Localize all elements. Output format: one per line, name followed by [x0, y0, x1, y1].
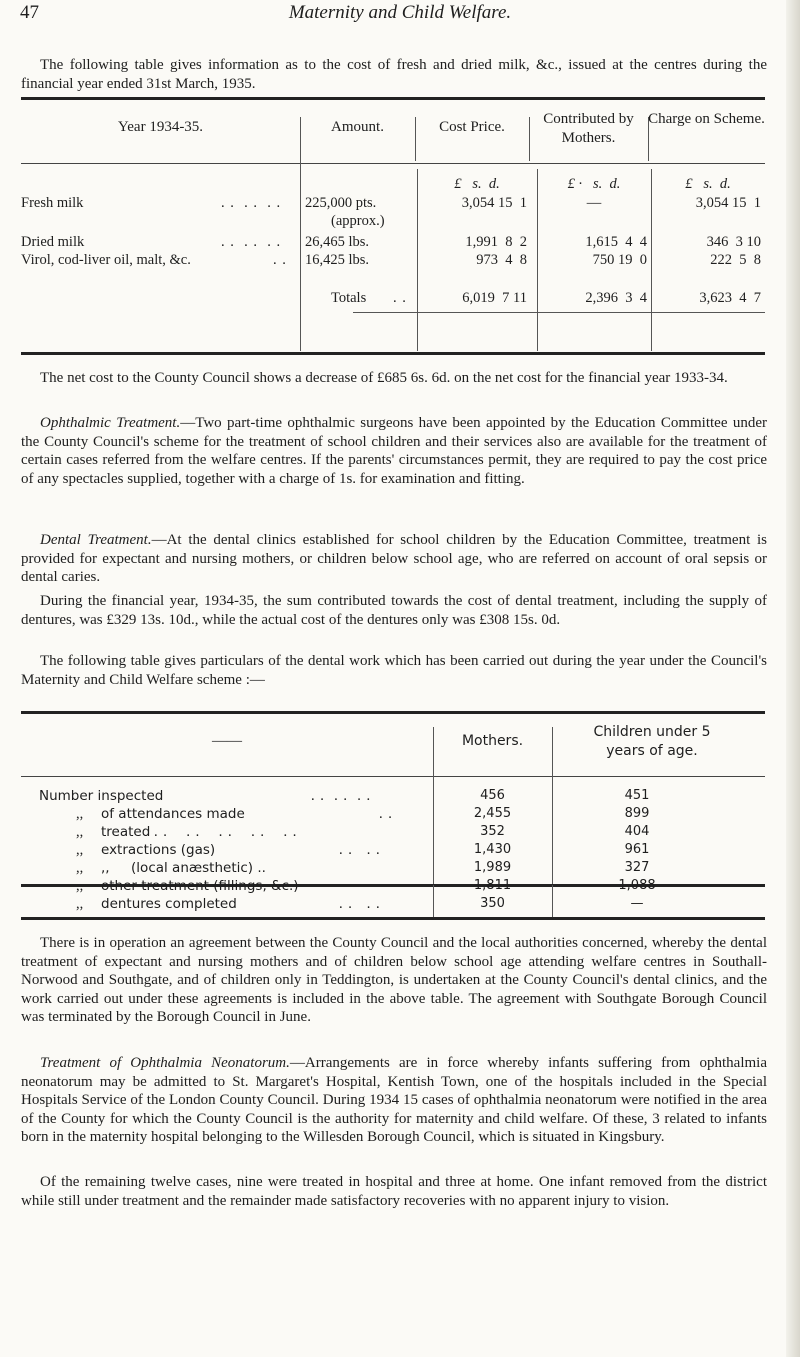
row-mothers: 350 [480, 896, 505, 911]
table-rule [21, 97, 765, 100]
ophthalmic-heading: Ophthalmic Treatment. [40, 415, 181, 431]
row-cost: 1,991 8 2 [465, 234, 527, 250]
row-mothers: 2,455 [473, 806, 512, 821]
ditto-mark: ,, [76, 878, 84, 894]
row-charge: 222 5 8 [710, 252, 761, 268]
row-label: dentures completed [101, 896, 237, 912]
dental-table-extra-rows [21, 711, 765, 911]
leader-dots: . . [393, 290, 407, 306]
dental-cost-paragraph: During the financial year, 1934-35, the sum contributed towards the cost of dental treatment, including the supply of dentures, was £329 13s. 10d., while the actual cost of the dentures only was £308 15s. 0d. [21, 593, 767, 628]
ditto-mark: ,, [76, 824, 84, 840]
row-contributed: 1,615 4 4 [585, 234, 647, 250]
row-contributed: — [586, 195, 602, 211]
column-divider [433, 885, 434, 917]
row-children: 451 [624, 788, 650, 803]
dental-paragraph [21, 531, 767, 587]
header-amount: Amount. [331, 119, 384, 135]
row-item-label: Fresh milk [21, 195, 84, 211]
row-mothers: 352 [480, 824, 505, 839]
row-charge: 346 3 10 [706, 234, 761, 250]
row-cost: 973 4 8 [476, 252, 527, 268]
totals-rule [353, 312, 765, 313]
agreement-paragraph: There is in operation an agreement between the County Council and the local authorities concerned, whereby the dental treatment of expectant and nursing mothers and of children below school age attending welfare centres in Southall-Norwood and Southgate, and of children only in Teddington, is undertaken at the County Council's dental clinics, and the work carried out under these agreements is included in the above table. The agreement with Southgate Borough Council was terminated by the Borough Council in June. [21, 935, 767, 1025]
leader-dots: . . [273, 252, 287, 268]
row-mothers: 1,989 [473, 860, 512, 875]
header-charge: Charge on Scheme. [648, 111, 765, 127]
header-contributed: Contributed by Mothers. [543, 111, 634, 146]
row-label: ,, (local anæsthetic) .. [101, 860, 266, 876]
remaining-cases-paragraph: Of the remaining twelve cases, nine were treated in hospital and three at home. One infant removed from the district while still under treatment and the remainder made satisfactory recoveries with no apparent injury to vision. [21, 1174, 767, 1209]
row-charge: 3,054 15 1 [695, 195, 761, 211]
totals-cost: 6,019 7 11 [462, 290, 527, 306]
leader-dots: . . . . [339, 842, 381, 858]
neonatorum-heading: Treatment of Ophthalmia Neonatorum. [40, 1055, 290, 1071]
dental-heading: Dental Treatment. [40, 532, 152, 548]
column-divider [552, 885, 553, 917]
row-children: 899 [624, 806, 650, 821]
table-rule [21, 163, 765, 164]
header-children: Children under 5 years of age. [593, 724, 711, 759]
row-amount-note: (approx.) [331, 213, 385, 229]
ophthalmic-body: —Two part-time ophthalmic surgeons have been appointed by the Education Committee under the County Council's scheme for the treatment of school children and their services also are available for the treatment of certain cases referred from the welfare centres. If the parents' circumstances permit, they are required to pay the cost price of any spectacles supplied, together with a charge of 1s. for examination and fitting. [21, 415, 767, 487]
totals-contributed: 2,396 3 4 [585, 290, 647, 306]
row-cost: 3,054 15 1 [461, 195, 527, 211]
header-year: Year 1934-35. [117, 119, 204, 135]
neonatorum-paragraph [21, 1054, 767, 1147]
table-rule [21, 352, 765, 355]
intro-milk-paragraph: The following table gives information as to the cost of fresh and dried milk, &c., issued at the centres during the financial year ended 31st March, 1935. [21, 57, 767, 92]
row-item-label: Dried milk [21, 234, 85, 250]
header-blank-dash: —— [212, 733, 242, 749]
net-cost-paragraph: The net cost to the County Council shows a decrease of £685 6s. 6d. on the net cost for the financial year 1933-34. [40, 370, 728, 386]
ditto-mark: ,, [76, 806, 84, 822]
ditto-mark: ,, [76, 842, 84, 858]
leader-dots: . . . . [339, 896, 381, 912]
currency-units-contributed: £ · s. d. [567, 176, 621, 192]
milk-cost-table [21, 97, 765, 353]
neonatorum-body: —Arrangements are in force whereby infants suffering from ophthalmia neonatorum may be admitted to St. Margaret's Hospital, Kentish Town, one of the hospitals included in the Special Hospitals Service of the London County Council. During 1934 15 cases of ophthalmia neonatorum were notified in the area of the County for which the County Council is the authority for maternity and child welfare. Of these, 3 related to infants born in the maternity hospital belonging to the Willesden Borough Council, which is situated in Kingsbury. [21, 1055, 767, 1145]
row-children: — [630, 896, 644, 911]
row-mothers: 456 [480, 788, 505, 803]
row-label: extractions (gas) [101, 842, 216, 858]
header-mothers: Mothers. [461, 733, 524, 749]
column-divider [300, 117, 301, 351]
row-mothers: 1,430 [473, 842, 512, 857]
row-label: Number inspected [39, 788, 164, 804]
totals-charge: 3,623 4 7 [699, 290, 761, 306]
row-amount: 16,425 lbs. [305, 252, 370, 268]
ditto-mark: ,, [76, 860, 84, 876]
row-contributed: 750 19 0 [592, 252, 647, 268]
leader-dots: . . [379, 806, 393, 822]
row-mothers: 1,811 [473, 878, 512, 893]
leader-dots: . . . . . . [221, 234, 282, 250]
row-children: 327 [624, 860, 650, 875]
row-amount: 225,000 pts. [305, 195, 377, 211]
row-label: of attendances made [101, 806, 245, 822]
totals-label: Totals [331, 290, 367, 306]
leader-dots: . . . . . . . . . . [154, 824, 298, 840]
row-children: 961 [624, 842, 650, 857]
row-children: 1,088 [618, 878, 656, 893]
leader-dots: . . . . . . [311, 788, 372, 804]
table-rule [21, 917, 765, 920]
dental-body: —At the dental clinics established for school children by the Education Committee, treatment is provided for expectant and nursing mothers, or children below school age, who are referred on account of oral sepsis or dental caries. [21, 532, 767, 585]
currency-units-cost: £ s. d. [454, 176, 500, 192]
header-cost-price: Cost Price. [439, 119, 505, 135]
page-number: 47 [20, 2, 39, 23]
row-label: other treatment (fillings, &c.) [101, 878, 299, 894]
row-label: treated [101, 824, 151, 840]
dental-intro-paragraph: The following table gives particulars of the dental work which has been carried out during the year under the Council's Maternity and Child Welfare scheme :— [21, 653, 767, 688]
page-edge-shadow [786, 0, 800, 1357]
running-title: Maternity and Child Welfare. [288, 2, 512, 23]
row-children: 404 [624, 824, 650, 839]
ophthalmic-paragraph [21, 414, 767, 488]
row-amount: 26,465 lbs. [305, 234, 370, 250]
ditto-mark: ,, [76, 896, 84, 912]
leader-dots: . . . . . . [221, 195, 282, 211]
currency-units-charge: £ s. d. [685, 176, 731, 192]
row-item-label: Virol, cod-liver oil, malt, &c. [21, 252, 191, 268]
